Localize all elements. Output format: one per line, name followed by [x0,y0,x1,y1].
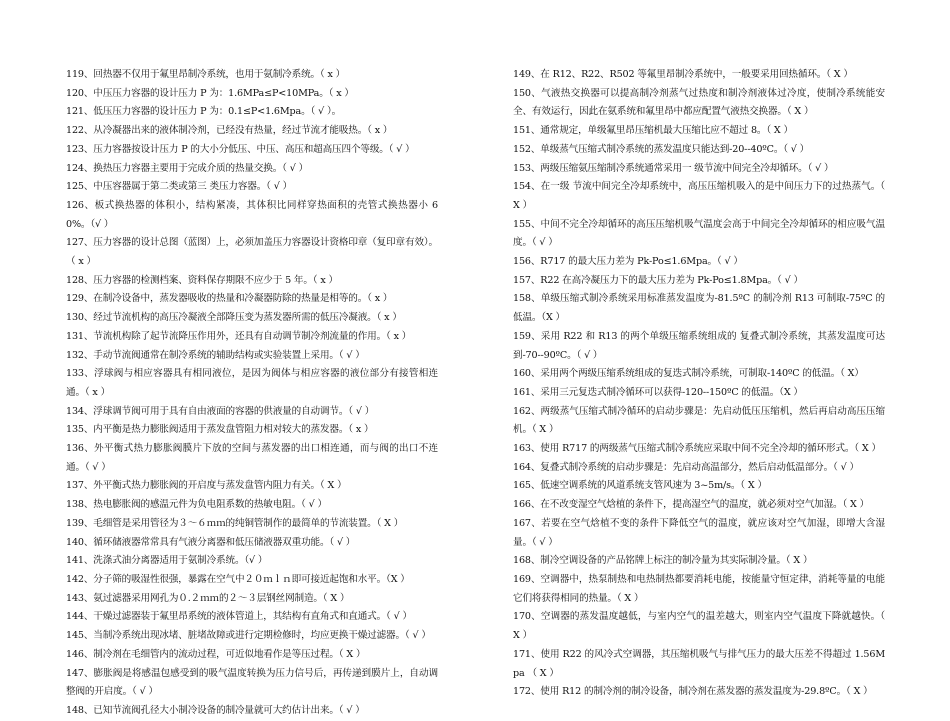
question-item: 125、中压容器属于第二类或第三 类压力容器。（ √ ） [66,181,293,193]
question-item: 138、热电膨胀阀的感温元件为负电阻系数的热敏电阻。（ √ ） [66,499,327,511]
question-item: 137、外平衡式热力膨胀阀的开启度与蒸发盘管内阻力有关。（ X ） [66,480,347,492]
question-item: 119、回热器不仅用于氟里昂制冷系统，也用于氨制冷系统。（ x ） [66,69,346,80]
question-item: 159、采用 R22 和 R13 的两个单级压缩系统组成的 复叠式制冷系统，其蒸发温度可达到-70--90ºC。（ √ ） [513,330,885,361]
question-item: 121、低压压力容器的设计压力 P 为：0.1≤P<1.6Mpa。（ √ ）。 [66,106,342,118]
question-item: 166、在不改变湿空气焓植的条件下，提高湿空气的温度，就必须对空气加湿。（ X ） [513,499,870,511]
question-item: 139、毛细管是采用管径为３～６ｍｍ的纯铜管制作的最简单的节流装置。（ X ） [66,517,404,529]
question-item: 165、低速空调系统的风道系统支管风速为 3~5m/s。（ X ） [513,480,767,492]
question-item: 156、R717 的最大压力差为 Pk-Po≤1.6Mpa。（ √ ） [513,256,743,268]
right-column [513,66,885,702]
question-item: 144、干燥过滤器装于氟里昂系统的液体管道上，其结构有直角式和直通式。（ √ ） [66,611,412,623]
question-item: 126、板式换热器的体积小，结构紧凑，其体积比同样穿热面积的壳管式换热器小 60%。（√ ） [66,199,438,230]
question-item: 120、中压压力容器的设计压力 P 为：1.6MPa≤P<10MPa。（ x ） [66,87,354,99]
left-column [66,66,438,721]
question-item: 149、在 R12、R22、R502 等氟里昂制冷系统中，一般要采用回热循环。（ X ） [513,69,853,80]
question-item: 129、在制冷设备中，蒸发器吸收的热量和冷凝器防除的热量是相等的。（ x ） [66,293,393,305]
question-item: 145、当制冷系统出现冰堵、脏堵故障或进行定期检修时，均应更换干燥过滤器。（ √ ） [66,630,431,642]
question-item: 164、复叠式制冷系统的启动步骤是：先启动高温部分，然后启动低温部分。（ √ ） [513,461,859,473]
question-item: 146、制冷剂在毛细管内的流动过程，可近似地看作是等压过程。（ X ） [66,648,366,660]
question-item: 124、换热压力容器主要用于完成介质的热量交换。（ √ ） [66,162,309,174]
question-item: 155、中间不完全冷却循环的高压压缩机吸气温度会高于中间完全冷却循环的相应吸气温度。（ √ ） [513,218,885,249]
question-item: 161、采用三元复迭式制冷循环可以获得-120--150ºC 的低温。（X ） [513,386,803,398]
question-item: 132、手动节流阀通常在制冷系统的辅助结构或实验装置上采用。（ √ ） [66,349,365,361]
question-item: 171、使用 R22 的风冷式空调器，其压缩机吸气与排气压力的最大压差不得超过 1.56Mpa （ X ） [513,648,885,679]
question-item: 169、空调器中，热泵制热和电热制热都要消耗电能，按能量守恒定律，消耗等量的电能它们将获得相同的热量。（ X ） [513,573,885,604]
question-item: 153、两级压缩氨压缩制冷系统通常采用一 级节流中间完全冷却循环。（ √ ） [513,162,834,174]
question-item: 133、浮球阀与相应容器具有相同液位，是因为阀体与相应容器的液位部分有接管相连通。（ x ） [66,368,438,398]
question-item: 152、单级蒸气压缩式制冷系统的蒸发温度只能达到-20--40ºC。（ √ ） [513,143,810,155]
question-item: 168、制冷空调设备的产品铭牌上标注的制冷量为其实际制冷量。（ X ） [513,555,813,567]
question-item: 170、空调器的蒸发温度越低，与室内空气的温差越大，则室内空气温度下降就越快。（ X ） [513,611,885,642]
question-item: 167、若要在空气焓植不变的条件下降低空气的温度，就应该对空气加湿，即增大含湿量。（ √ ） [513,517,885,548]
question-item: 163、使用 R717 的两级蒸气压缩式制冷系统应采取中间不完全冷却的循环形式。（ X ） [513,443,881,455]
question-item: 160、采用两个两级压缩系统组成的复迭式制冷系统，可制取-140ºC 的低温。（ X） [513,368,864,380]
question-item: 122、从冷凝器出来的液体制冷剂，已经没有热量，经过节流才能吸热。（ x ） [66,125,393,137]
question-item: 136、外平衡式热力膨胀阀膜片下放的空间与蒸发器的出口相连通，而与阀的出口不连通。（ √ ） [66,443,438,473]
question-item: 162、两级蒸气压缩式制冷循环的启动步骤是：先启动低压压缩机，然后再启动高压压缩机。（ X ） [513,405,885,436]
question-item: 134、浮球调节阀可用于具有自由液面的容器的供液量的自动调节。（ √ ） [66,405,375,417]
question-item: 130、经过节流机构的高压冷凝液全部降压变为蒸发器所需的低压冷凝液。（ x ） [66,312,402,324]
question-item: 147、膨胀阀是将感温包感受到的吸气温度转换为压力信号后，再传递到膜片上，自动调整阀的开启度。（ √ ） [66,667,438,698]
question-item: 154、在一级 节流中间完全冷却系统中，高压压缩机吸入的是中间压力下的过热蒸气。（ X ） [513,181,885,211]
question-item: 127、压力容器的设计总图（蓝图）上，必须加盖压力容器设计资格印章（复印章有效）。（ x ） [66,237,438,268]
question-item: 140、循环储液器常常具有气液分离器和低压储液器双重功能。（ √ ） [66,536,356,548]
question-item: 158、单级压缩式制冷系统采用标准蒸发温度为-81.5ºC 的制冷剂 R13 可制取-75ºC 的低温。（X ） [513,293,885,324]
question-item: 151、通常规定，单级氟里昂压缩机最大压缩比应不超过 8。（ X ） [513,125,793,137]
question-item: 123、压力容器按设计压力 P 的大小分低压、中压、高压和超高压四个等级。（ √ ） [66,143,415,155]
question-item: 157、R22 在高冷凝压力下的最大压力差为 Pk-Po≤1.8Mpa。（ √ ） [513,274,803,286]
question-item: 142、分子筛的吸湿性很强，暴露在空气中２０ｍｌｎ即可接近起饱和水平。（X ） [66,573,410,585]
question-item: 143、氨过滤器采用网孔为０.２ｍｍ的２～３层钢丝网制造。（ X ） [66,592,350,604]
question-item: 141、洗涤式油分离器适用于氨制冷系统。（√ ） [66,555,268,567]
question-item: 128、压力容器的检测档案、资料保存期限不应少于 5 年。（ x ） [66,274,338,286]
question-item: 148、已知节流阀孔径大小制冷设备的制冷量就可大约估计出来。（ √ ） [66,704,365,716]
question-item: 150、气液热交换器可以提高制冷剂蒸气过热度和制冷剂液体过冷度，使制冷系统能安全、有效运行，因此在氨系统和氟里昂中都应配置气液热交换器。（ X ） [513,87,885,118]
question-item: 131、节流机构除了起节流降压作用外，还具有自动调节制冷剂流量的作用。（ x ） [66,330,412,342]
question-item: 172、使用 R12 的制冷剂的制冷设备，制冷剂在蒸发器的蒸发温度为-29.8ºC。（ X ） [513,686,873,698]
question-item: 135、内平衡是热力膨胀阀适用于蒸发盘管阻力相对较大的蒸发器。（ x ） [66,424,374,436]
